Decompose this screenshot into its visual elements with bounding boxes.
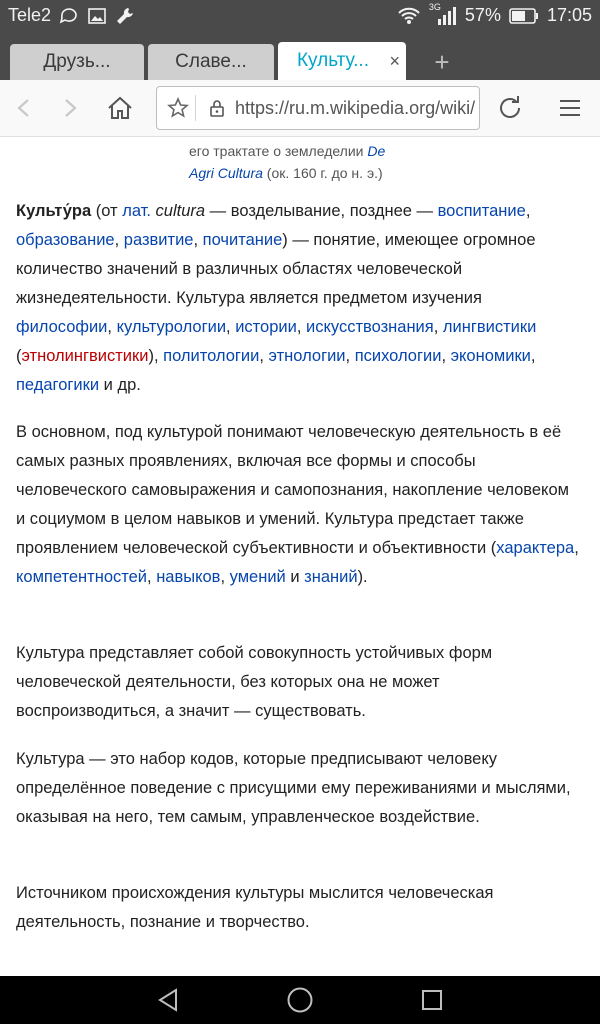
text: ,: [107, 318, 117, 336]
lock-icon: [207, 98, 227, 118]
text: ,: [530, 347, 536, 365]
link-kulturologii[interactable]: культурологии: [116, 318, 227, 336]
caption-link-part1: De: [367, 143, 386, 159]
caption-suffix: (ок. 160 г. до н. э.): [262, 165, 383, 181]
forward-arrow-icon: [59, 97, 81, 119]
text: ) — понятие, имеющее огромное количество значений в различных областях человеческой жизнедеятельности. Культура является предметом изучения: [16, 231, 536, 307]
page-content: [0, 136, 600, 976]
battery-percent: 57%: [464, 5, 501, 25]
text: ,: [220, 568, 230, 586]
link-razvitie[interactable]: развитие: [123, 231, 194, 249]
link-pedagogiki[interactable]: педагогики: [16, 376, 100, 394]
link-psikhologii[interactable]: психологии: [354, 347, 442, 365]
text: ,: [433, 318, 443, 336]
browser-toolbar: [0, 80, 600, 137]
paragraph-intro: [16, 197, 582, 400]
link-politologii[interactable]: политологии: [163, 347, 260, 365]
new-tab-button[interactable]: +: [434, 47, 450, 77]
square-recents-icon: [420, 988, 444, 1012]
tab-2[interactable]: [148, 44, 274, 80]
close-tab-icon[interactable]: ×: [389, 51, 400, 71]
text: (: [16, 347, 22, 365]
text: ,: [345, 347, 355, 365]
link-kompetentnostey[interactable]: компетентностей: [16, 568, 148, 586]
url-divider: [195, 95, 196, 121]
link-pochitanie[interactable]: почитание: [202, 231, 283, 249]
url-text: https://ru.m.wikipedia.org/wiki/: [235, 98, 476, 118]
link-vospitanie[interactable]: воспитание: [437, 202, 526, 220]
tab-1[interactable]: [10, 44, 144, 80]
link-kharaktera[interactable]: характера: [496, 539, 575, 557]
text: ,: [525, 202, 531, 220]
paragraph-2: [16, 418, 582, 592]
chat-icon: [59, 6, 79, 26]
tab-2-label: Славе...: [175, 51, 247, 72]
nav-recents-button[interactable]: [416, 984, 448, 1016]
text: ,: [441, 347, 451, 365]
latin-word: cultura: [155, 202, 206, 220]
text: и: [285, 568, 305, 586]
link-obrazovanie[interactable]: образование: [16, 231, 115, 249]
image-icon: [87, 6, 107, 26]
text: ,: [296, 318, 307, 336]
text: ,: [226, 318, 236, 336]
system-nav-bar: [0, 976, 600, 1024]
star-icon[interactable]: [167, 97, 189, 119]
text: ,: [147, 568, 157, 586]
tab-active[interactable]: [278, 42, 406, 80]
term-kultura: Культу́ра: [16, 202, 92, 220]
network-type: 3G: [428, 1, 441, 12]
menu-button[interactable]: [550, 88, 590, 128]
wifi-icon: [397, 6, 421, 26]
clock: 17:05: [546, 5, 592, 25]
paragraph-5: Источником происхождения культуры мыслится человеческая деятельность, познание и творчество.: [16, 884, 494, 931]
link-lingvistiki[interactable]: лингвистики: [442, 318, 537, 336]
nav-back-button[interactable]: [152, 984, 184, 1016]
status-bar: [0, 0, 600, 32]
carrier-label: Tele2: [8, 5, 52, 25]
tab-strip: [0, 32, 600, 80]
triangle-back-icon: [155, 987, 181, 1013]
paragraph-3: Культура представляет собой совокупность устойчивых форм человеческой деятельности, без которых она не может воспроизводиться, а значит — существовать.: [16, 644, 493, 720]
tab-active-label: Культу...: [296, 50, 369, 71]
back-button[interactable]: [4, 88, 44, 128]
text: ,: [114, 231, 124, 249]
circle-home-icon: [286, 986, 314, 1014]
url-bar[interactable]: [156, 86, 480, 130]
battery-icon: [509, 7, 539, 25]
text: ,: [259, 347, 269, 365]
link-etnolingvistiki[interactable]: этнолингвистики: [21, 347, 149, 365]
caption-text: его трактате о земледелии: [189, 143, 364, 159]
text: ).: [357, 568, 368, 586]
cell-signal-icon: [428, 1, 457, 26]
paragraph-4: Культура — это набор кодов, которые предписывают человеку определённое поведение с присущими ему переживаниями и мыслями, оказывая на него, тем самым, управленческое воздействие.: [16, 750, 571, 826]
nav-home-button[interactable]: [284, 984, 316, 1016]
text: и др.: [99, 376, 141, 394]
link-umeniy[interactable]: умений: [229, 568, 286, 586]
image-caption: [189, 136, 489, 184]
link-filosofii[interactable]: философии: [16, 318, 108, 336]
text: ),: [148, 347, 164, 365]
link-istorii[interactable]: истории: [235, 318, 297, 336]
home-button[interactable]: [100, 88, 140, 128]
text: (от: [91, 202, 123, 220]
reload-icon: [496, 94, 524, 122]
link-lat[interactable]: лат.: [122, 202, 151, 220]
link-etnologii[interactable]: этнологии: [268, 347, 346, 365]
hamburger-menu-icon: [558, 96, 582, 120]
wrench-icon: [115, 6, 135, 26]
link-znaniy[interactable]: знаний: [304, 568, 358, 586]
caption-link-part2: Agri Cultura: [189, 165, 263, 181]
forward-button[interactable]: [50, 88, 90, 128]
text: ,: [574, 539, 579, 557]
link-navykov[interactable]: навыков: [156, 568, 221, 586]
text: ,: [193, 231, 203, 249]
link-ekonomiki[interactable]: экономики: [450, 347, 531, 365]
home-icon: [106, 94, 134, 122]
caption-clipped-line: [189, 136, 489, 140]
tab-1-label: Друзь...: [43, 51, 111, 72]
text: В основном, под культурой понимают человеческую деятельность в её самых разных проявлениях, включая все формы и способы человеческого самовыражения и самопознания, накопление человеком и социумом в целом навыков и умений. Культура предстает также проявлением человеческой субъективности и объективности (: [16, 423, 569, 557]
back-arrow-icon: [13, 97, 35, 119]
reload-button[interactable]: [490, 88, 530, 128]
link-iskusstvoznaniya[interactable]: искусствознания: [306, 318, 434, 336]
text: — возделывание, позднее —: [205, 202, 438, 220]
